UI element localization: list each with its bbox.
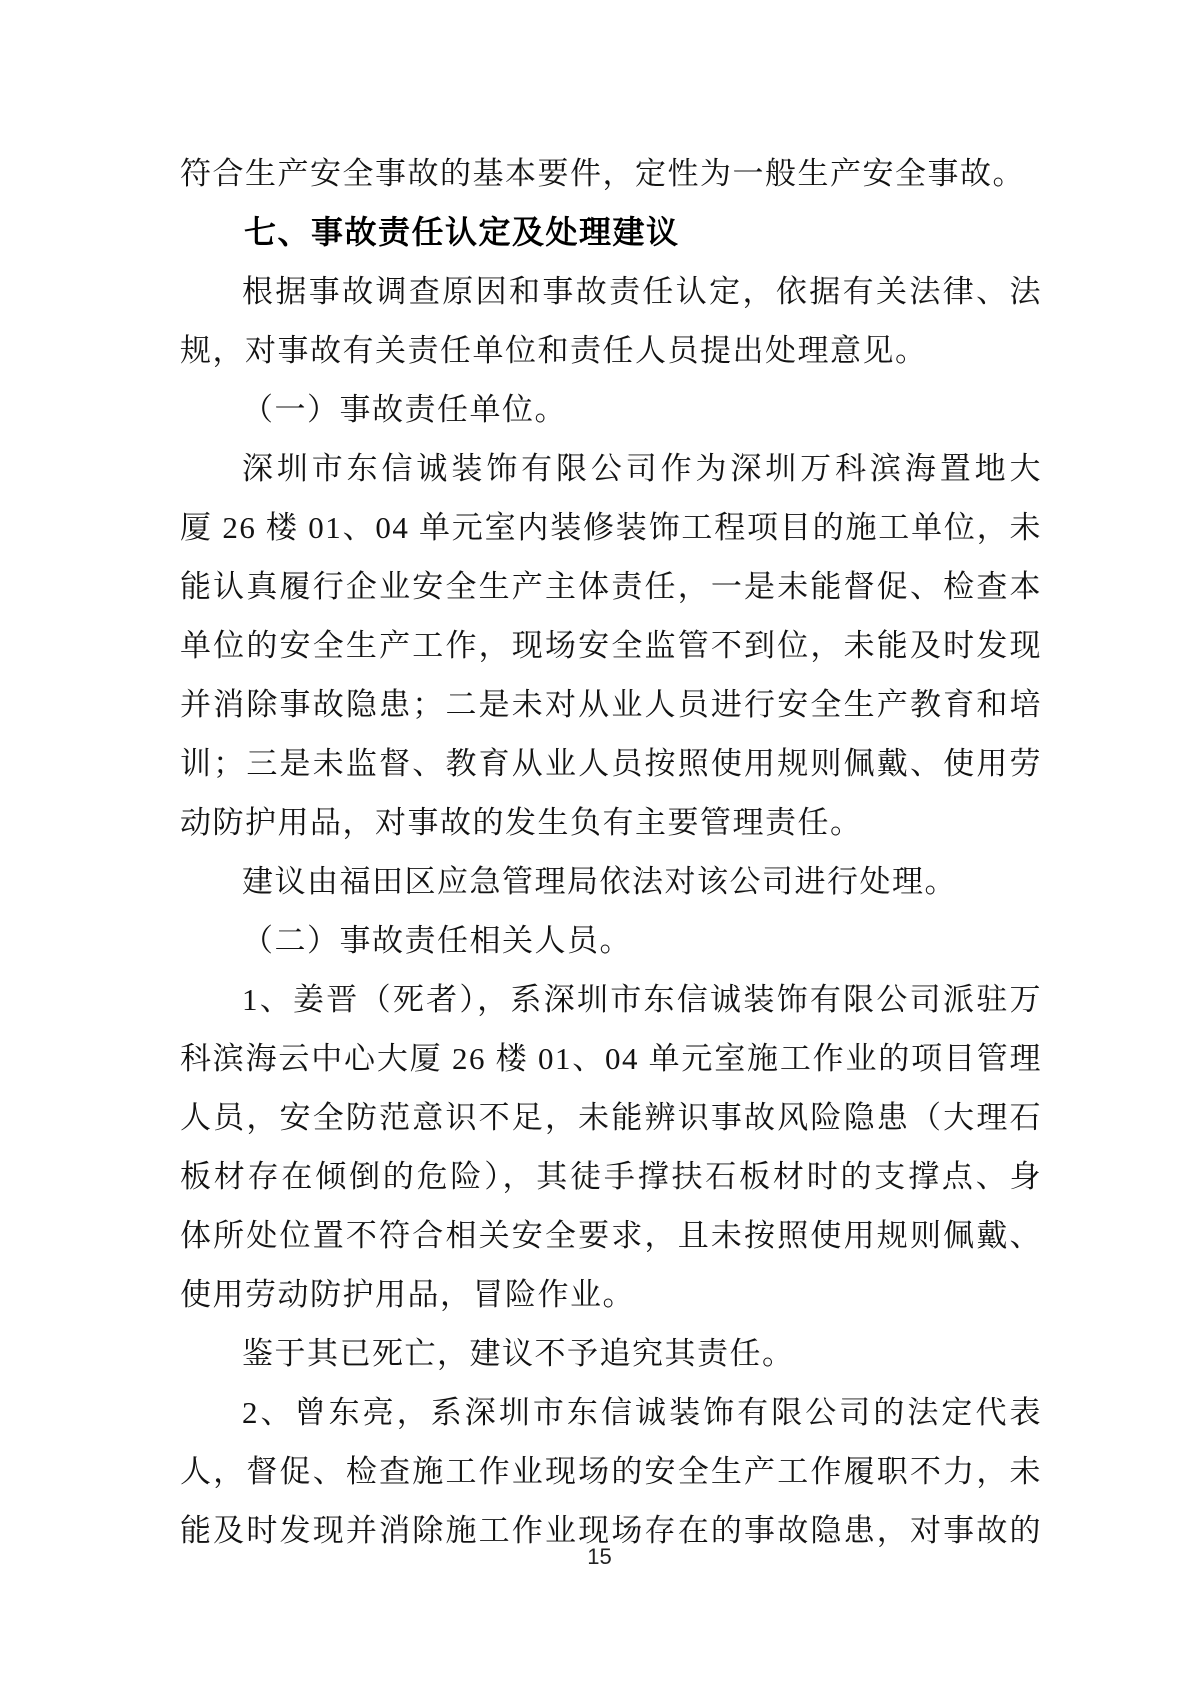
text-line: 规，对事故有关责任单位和责任人员提出处理意见。 xyxy=(180,333,928,368)
text-line: 并消除事故隐患；二是未对从业人员进行安全生产教育和培 xyxy=(180,687,1042,722)
text-line: 动防护用品，对事故的发生负有主要管理责任。 xyxy=(180,805,863,840)
text-line: 鉴于其已死亡，建议不予追究其责任。 xyxy=(242,1336,795,1371)
section-heading: 七、事故责任认定及处理建议 xyxy=(244,214,680,250)
text-line: 科滨海云中心大厦 26 楼 01、04 单元室施工作业的项目管理 xyxy=(180,1041,1042,1076)
text-line: 能及时发现并消除施工作业现场存在的事故隐患，对事故的 xyxy=(180,1513,1042,1548)
text-line: 建议由福田区应急管理局依法对该公司进行处理。 xyxy=(242,864,957,899)
text-line: （二）事故责任相关人员。 xyxy=(242,923,632,958)
text-line: 深圳市东信诚装饰有限公司作为深圳万科滨海置地大 xyxy=(242,451,1042,486)
text-line: 1、姜晋（死者），系深圳市东信诚装饰有限公司派驻万 xyxy=(242,982,1042,1017)
text-line: 训；三是未监督、教育从业人员按照使用规则佩戴、使用劳 xyxy=(180,746,1042,781)
text-line: 厦 26 楼 01、04 单元室内装修装饰工程项目的施工单位，未 xyxy=(180,510,1042,545)
text-line: 根据事故调查原因和事故责任认定，依据有关法律、法 xyxy=(242,274,1042,309)
page-footer xyxy=(0,1542,1199,1572)
text-line: 体所处位置不符合相关安全要求，且未按照使用规则佩戴、 xyxy=(180,1218,1042,1253)
text-line: 符合生产安全事故的基本要件，定性为一般生产安全事故。 xyxy=(180,156,1025,191)
text-line: 单位的安全生产工作，现场安全监管不到位，未能及时发现 xyxy=(180,628,1042,663)
text-line: 人，督促、检查施工作业现场的安全生产工作履职不力，未 xyxy=(180,1454,1042,1489)
text-line: 板材存在倾倒的危险），其徒手撑扶石板材时的支撑点、身 xyxy=(180,1159,1042,1194)
text-line: 人员，安全防范意识不足，未能辨识事故风险隐患（大理石 xyxy=(180,1100,1042,1135)
text-line: 能认真履行企业安全生产主体责任，一是未能督促、检查本 xyxy=(180,569,1042,604)
page-number: 15 xyxy=(587,1544,612,1569)
text-line: 2、曾东亮，系深圳市东信诚装饰有限公司的法定代表 xyxy=(242,1395,1042,1430)
text-line: 使用劳动防护用品，冒险作业。 xyxy=(180,1277,635,1312)
document-body xyxy=(180,144,1042,1560)
text-line: （一）事故责任单位。 xyxy=(242,392,567,427)
